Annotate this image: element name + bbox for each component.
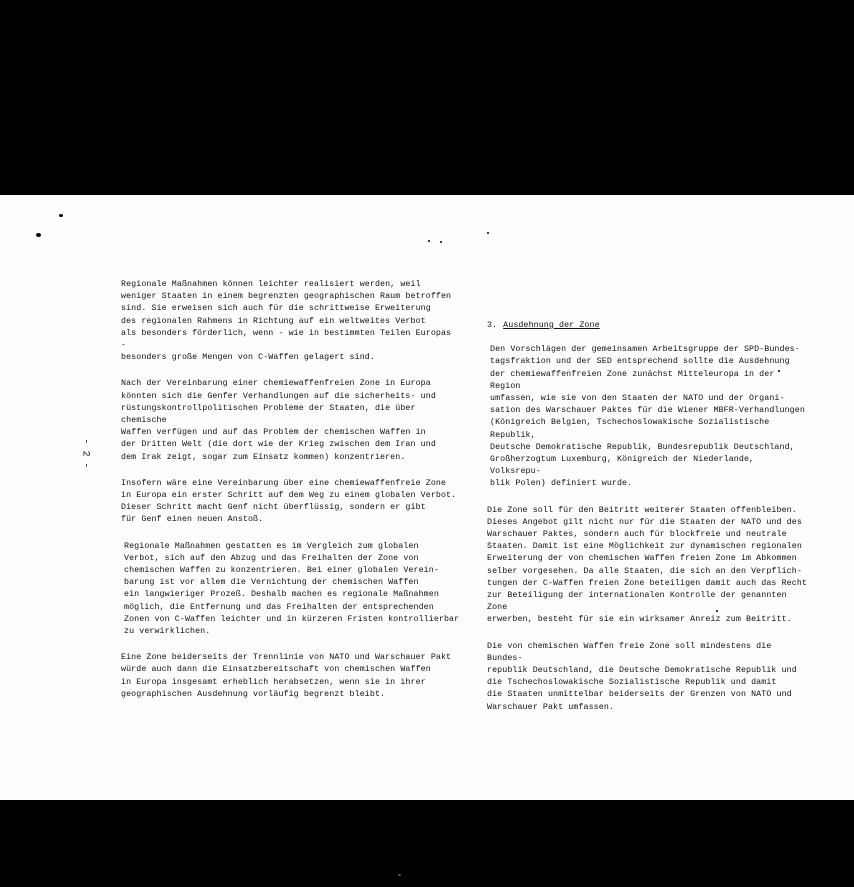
scan-speck [36,233,41,237]
scan-speck [398,874,401,876]
left-paragraph-4: Regionale Maßnahmen gestatten es im Vergleich zum globalen Verbot, sich auf den Abzug und das Freihalten der Zone von chemischen Waffen zu konzentrieren. Bei einer globalen Verein- barung ist vor allem die Vernichtung der chemischen Waffen ein langwieriger Prozeß. Deshalb machen es regionale Maßnahmen möglich, die Entfernung und das Freihalten der entsprechenden Zonen von C-Waffen leichter und in kürzeren Fristen kontrollierbar zu verwirklichen. [124,541,460,637]
left-paragraph-2: Nach der Vereinbarung einer chemiewaffenfreien Zone in Europa könnten sich die Genfer Verhandlungen auf die sicherheits- und rüstungskontrollpolitischen Probleme der Staaten, die über chemische Waffen verfügen und auf das Problem der chemischen Waffen in der Dritten Welt (die dort wie der Krieg zwischen dem Iran und dem Irak zeigt, sogar zum Einsatz kommen) konzentrieren. [121,379,436,462]
scan-speck [59,214,63,217]
page-number-marker: - 2 - [79,438,91,469]
left-paragraph-3: Insofern wäre eine Vereinbarung über eine chemiewaffenfreie Zone in Europa ein erster Schritt auf dem Weg zu einem globalen Verbot. Dieser Schritt macht Genf nicht überflüssig, sondern er gibt für Genf einen neuen Anstoß. [121,478,457,525]
right-paragraph-1: Den Vorschlägen der gemeinsamen Arbeitsgruppe der SPD-Bundes- tagsfraktion und der SED entsprechend sollte die Ausdehnung der chemiewaffenfreien Zone zunächst Mitteleuropa in der Region umfassen, wie sie von den Staaten der NATO und der Organi- sation des Warschauer Paktes für die Wiener MBFR-Verhandlungen (Königreich Belgien, Tschechoslowakische Sozialistische Republik, Deutsche Demokratische Republik, Bundesrepublik Deutschland, Großherzogtum Luxemburg, Königreich der Niederlande, Volksrepu- blik Polen) definiert wurde. [490,345,805,489]
left-paragraph-1: Regionale Maßnahmen können leichter realisiert werden, weil weniger Staaten in einem begrenzten geographischen Raum betroffen sind. Sie erweisen sich auch für die schrittweise Erweiterung des regionalen Rahmens in Richtung auf ein weltweites Verbot als besonders förderlich, wenn - wie in bestimmten Teilen Europas - besonders große Mengen von C-Waffen gelagert sind. [121,280,452,363]
right-text-column [487,320,807,728]
right-paragraph-3: Die von chemischen Waffen freie Zone soll mindestens die Bundes- republik Deutschland, die Deutsche Demokratische Republik und die Tschechoslowakische Sozialistische Republik und damit die Staaten unmittelbar beiderseits der Grenzen von NATO und Warschauer Pakt umfassen. [487,641,797,712]
scan-speck [428,240,430,242]
section-title: Ausdehnung der Zone [503,321,600,330]
scan-speck [487,232,489,234]
left-text-column [121,279,461,715]
right-paragraph-2: Die Zone soll für den Beitritt weiterer Staaten offenbleiben. Dieses Angebot gilt nicht nur für die Staaten der NATO und des Warschauer Paktes, sondern auch für blockfreie und neutrale Staaten. Damit ist eine Möglichkeit zur dynamischen regionalen Erweiterung der von chemischen Waffen freien Zone im Abkommen selber vorgesehen. Da alle Staaten, die sich an den Verpflich- tungen der C-Waffen freien Zone beteiligen damit auch das Recht zur Beteiligung der internationalen Kontrolle der genannten Zone erwerben, besteht für sie ein wirksamer Anreiz zum Beitritt. [487,505,807,625]
section-number: 3. [487,321,498,330]
scan-speck [440,241,442,243]
left-paragraph-5: Eine Zone beiderseits der Trennlinie von NATO und Warschauer Pakt würde auch dann die Einsatzbereitschaft von chemischen Waffen in Europa insgesamt erheblich herabsetzen, wenn sie in ihrer geographischen Ausdehnung vorläufig begrenzt bleibt. [121,653,452,699]
section-heading [487,320,807,332]
